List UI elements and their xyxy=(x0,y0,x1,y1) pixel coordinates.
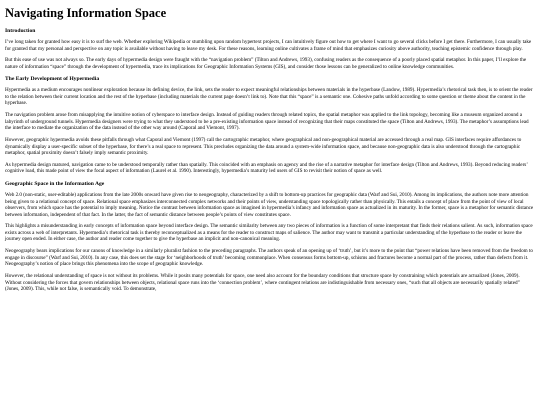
section-heading-early-hypermedia: The Early Development of Hypermedia xyxy=(5,76,100,83)
paragraph: But this ease of use was not always so. The early days of hypermedia design were fraught with the “navigation problem” (Tilton and Andrews, 1993), confusing readers as the consequence of a poorly placed spatial metaphor. In this paper, I’ll explore the nature of information “space” through the development of hypermedia, trace its implications for Geographic Information Systems (GIS), and consider those lessons can be generalized to online knowledge communities. xyxy=(5,57,527,70)
section-heading-introduction: Introduction xyxy=(5,28,36,34)
paragraph: Web 2.0 (non-static, user-editable) applications from the late 2000s onward have given rise to neogeography, characterized by a shift to bottom-up practices for geographic data (Warf and Sui, 2010). Among its implications, the authors note more attention being given to a relational concept of space. Relational space emphasizes interconnected complex networks and their points of view, understanding space topologically rather than physically. This entails a concept of place from the point of view of local observers, from which space has the potential to imply meaning. Notice the contrast between information space as imagined in hypermedia’s infancy and information space as actualized in its maturity. In the former, space is a metaphor for semantic distance between information, independent of that fact. In the latter, the fact of semantic distance between people’s points of view constitutes space. xyxy=(5,191,534,218)
paragraph: However, geographic hypermedia avoids these pitfalls through what Caporal and Viemont (1997) call the cartographic metaphor, where geographical and non-geographical material are accessed through a real map. GIS interfaces require affordances to dynamically display a user-specific subset of the hyperbase, for there’s a real space to represent. This precludes organizing the data around a system-wide information space, and because non-geographic data is also understood through the cartographic metaphor, spatial proximity doesn’t falsely imply semantic proximity. xyxy=(5,137,522,157)
paragraph: As hypermedia design matured, navigation came to be understood temporally rather than spatially. This coincided with an emphasis on agency and the rise of a narrative metaphor for interface design (Tilton and Andrews, 1993). Beyond reducing readers’ cognitive load, this made point of view the focal aspect of information (Laurel et al. 1990). Interestingly, hypermedia’s maturity led users of GIS to revisit their notion of space as well. xyxy=(5,161,528,175)
paragraph: However, the relational understanding of space is not without its problems. While it posits many potentials for space, one need also account for the boundary conditions that structure space by constraining which potentials are actualized (Jones, 2009). Without considering the forces that govern relationships between objects, relational space runs into the ‘connection problem’, where contingent relations are indistinguishable from necessary ones, “such that all objects are necessarily spatially related” (Jones, 2009). This, while not false, is semantically void. To demonstrate, xyxy=(5,272,520,293)
section-heading-geographic-space: Geographic Space in the Information Age xyxy=(5,180,105,187)
paragraph: The navigation problem arose from misapplying the intuitive notion of cyberspace to interface design. Instead of guiding readers through related topics, the spatial metaphor was applied to the link topology, becoming like a museum organized around a labyrinth of underground tunnels. Hypermedia designers were trying to what they understood to be a pre-existing information space instead of recognizing that their maps constituted the space (Tilton and Andrews, 1993). The metaphor’s assumptions lead the interface to mediate the organization of the data instead of the other way around (Caporal and Viemont, 1997). xyxy=(5,112,529,132)
paragraph: Hypermedia as a medium encourages nonlinear exploration because its defining device, the link, sets the reader to expect meaningful relationships between materials in the hyperbase (Landow, 1989). Hypermedia’s rhetorical task then, is to orient the reader to the relation between their current location and the rest of the hyperbase (including materials the current page doesn’t link to). Note that this “space” is a semantic one. Cohesive paths unfold according to some question or theme about the content in the hyperbase. xyxy=(5,87,533,107)
paragraph: Neogeography bears implications for our canons of knowledge in a similarly pluralist fashion to the preceding paragraphs. The authors speak of an opening up of ‘truth’, but it’s more to the point that “power relations have been removed from the freedom to engage in discourse” (Warf and Sui, 2010). In any case, this does set the stage for ‘neighborhoods of truth’ becoming commonplace. When consensus forms bottom-up, schisms and fractures become a normal part of the process, rather than defects from it. Neogeography’s notion of place brings this phenomena into the scope of geographic knowledge. xyxy=(5,248,533,268)
paragraph: This highlights a misunderstanding in early concepts of information space beyond interface design. The semantic similarity between any two pieces of information is a function of some interpretant that finds their relations salient. As such, information space exists across a web of interpretants. Hypermedia’s rhetorical task is thereby reconceptualized as a means for the reader to construct maps of salience. The author may want to transmit a particular understanding of the hyperbase to the reader or leave the journey open ended. In either case, the author and reader come together to give the hyperbase an implicit and non-canonical meaning. xyxy=(5,223,533,243)
paragraph: I’ve long taken for granted how easy it is to surf the web. Whether exploring Wikipedia or stumbling upon random hypertext projects, I can intuitively figure out how to get where I want to go several clicks before I get there. Furthermore, I can usually take for granted that my personal and perspective on any topic is available without having to leave my desk. For these reasons, learning online cultivates a frame of mind that emphasizes curiosity above authority, teaching epistemic confidence through play. xyxy=(5,39,532,52)
page-title: Navigating Information Space xyxy=(5,6,167,20)
